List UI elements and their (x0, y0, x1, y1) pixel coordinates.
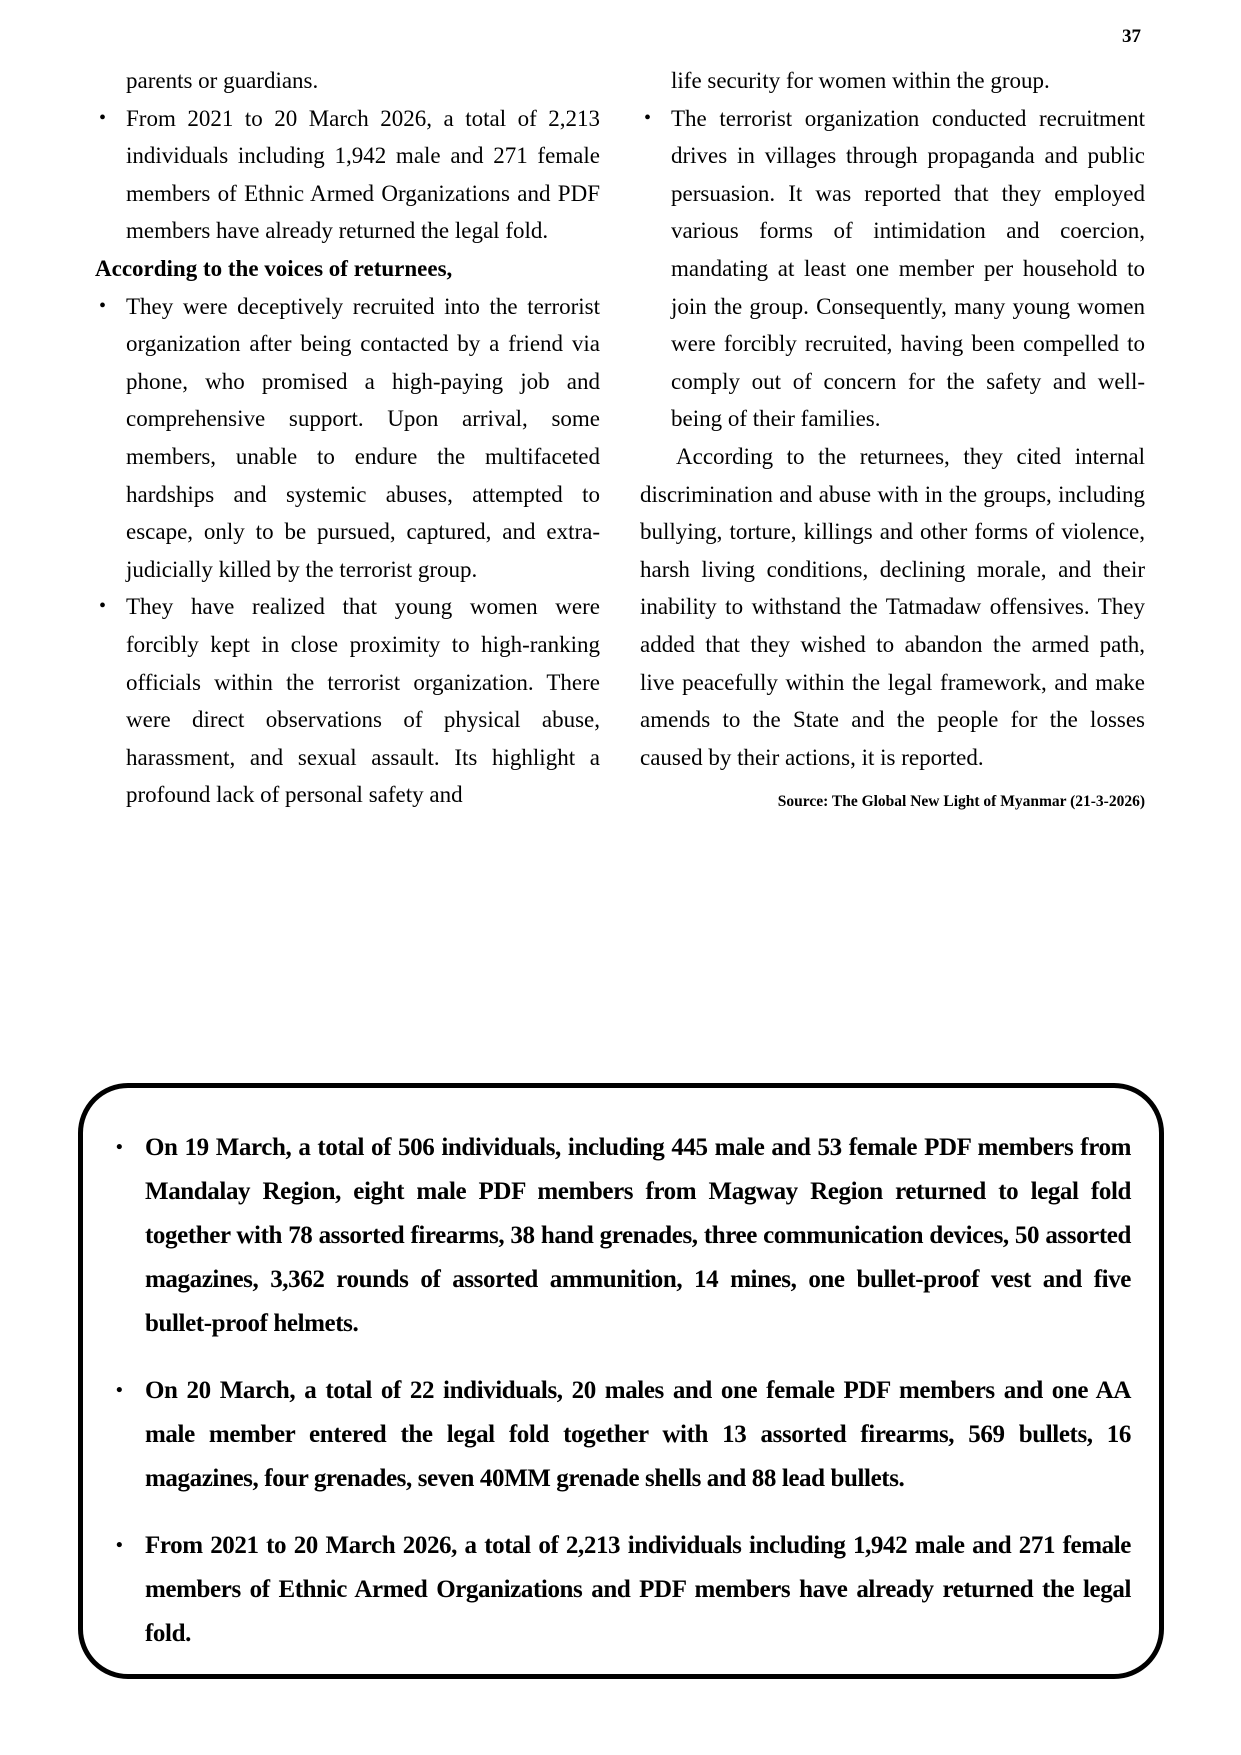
list-item (109, 1126, 1131, 1346)
bullet-icon: • (116, 1380, 123, 1401)
list-item (95, 288, 600, 589)
bullet-text: On 19 March, a total of 506 individuals, including 445 male and 53 female PDF members from Mandalay Region, eight male PDF members from Magway Region returned to legal fold together with 78 assorted firearms, 38 hand grenades, three communication devices, 50 assorted magazines, 3,362 rounds of assorted ammunition, 14 mines, one bullet-proof vest and five bullet-proof helmets. (145, 1134, 1131, 1337)
bullet-text: From 2021 to 20 March 2026, a total of 2,213 individuals including 1,942 male and 271 female members of Ethnic Armed Organizations and PDF members have already returned the legal fold. (145, 1532, 1131, 1647)
bullet-icon: • (99, 595, 107, 618)
continuation-paragraph: life security for women within the group. (671, 68, 1050, 93)
two-column-body (0, 0, 1241, 814)
list-item (109, 1524, 1131, 1656)
bullet-icon: • (644, 106, 652, 129)
source-attribution: Source: The Global New Light of Myanmar (21-3-2026) (777, 793, 1145, 811)
continuation-paragraph: parents or guardians. (126, 68, 319, 93)
bullet-text: They were deceptively recruited into the terrorist organization after being contacted by a friend via phone, who promised a high-paying job and comprehensive support. Upon arrival, some members, unable to endure the multifaceted hardships and systemic abuses, attempted to escape, only to be pursued, captured, and extra-judicially killed by the terrorist group. (126, 293, 600, 582)
bullet-text: The terrorist organization conducted recruitment drives in villages through propaganda and public persuasion. It was reported that they employed various forms of intimidation and coercion, mandating at least one member per household to join the group. Consequently, many young women were forcibly recruited, having been compelled to comply out of concern for the safety and well-being of their families. (671, 105, 1145, 432)
list-item (640, 100, 1145, 438)
left-column (95, 62, 600, 814)
list-item (109, 1369, 1131, 1501)
list-item (95, 100, 600, 250)
page-number: 37 (1122, 26, 1141, 47)
bullet-text: On 20 March, a total of 22 individuals, 20 males and one female PDF members and one AA male member entered the legal fold together with 13 assorted firearms, 569 bullets, 16 magazines, four grenades, seven 40MM grenade shells and 88 lead bullets. (145, 1377, 1131, 1492)
list-item (95, 588, 600, 814)
summary-box (78, 1083, 1164, 1679)
body-paragraph: According to the returnees, they cited internal discrimination and abuse with in the groups, including bullying, torture, killings and other forms of violence, harsh living conditions, declining morale, and their inability to withstand the Tatmadaw offensives. They added that they wished to abandon the armed path, live peacefully within the legal framework, and make amends to the State and the people for the losses caused by their actions, it is reported. (640, 443, 1145, 770)
right-column (640, 62, 1145, 814)
bullet-icon: • (116, 1535, 123, 1556)
bullet-text: From 2021 to 20 March 2026, a total of 2,213 individuals including 1,942 male and 271 female members of Ethnic Armed Organizations and PDF members have already returned the legal fold. (126, 105, 600, 244)
bullet-text: They have realized that young women were forcibly kept in close proximity to high-ranking officials within the terrorist organization. There were direct observations of physical abuse, harassment, and sexual assault. Its highlight a profound lack of personal safety and (126, 594, 600, 808)
bullet-icon: • (116, 1137, 123, 1158)
section-heading: According to the voices of returnees, (95, 255, 453, 281)
bullet-icon: • (99, 294, 107, 317)
bullet-icon: • (99, 106, 107, 129)
